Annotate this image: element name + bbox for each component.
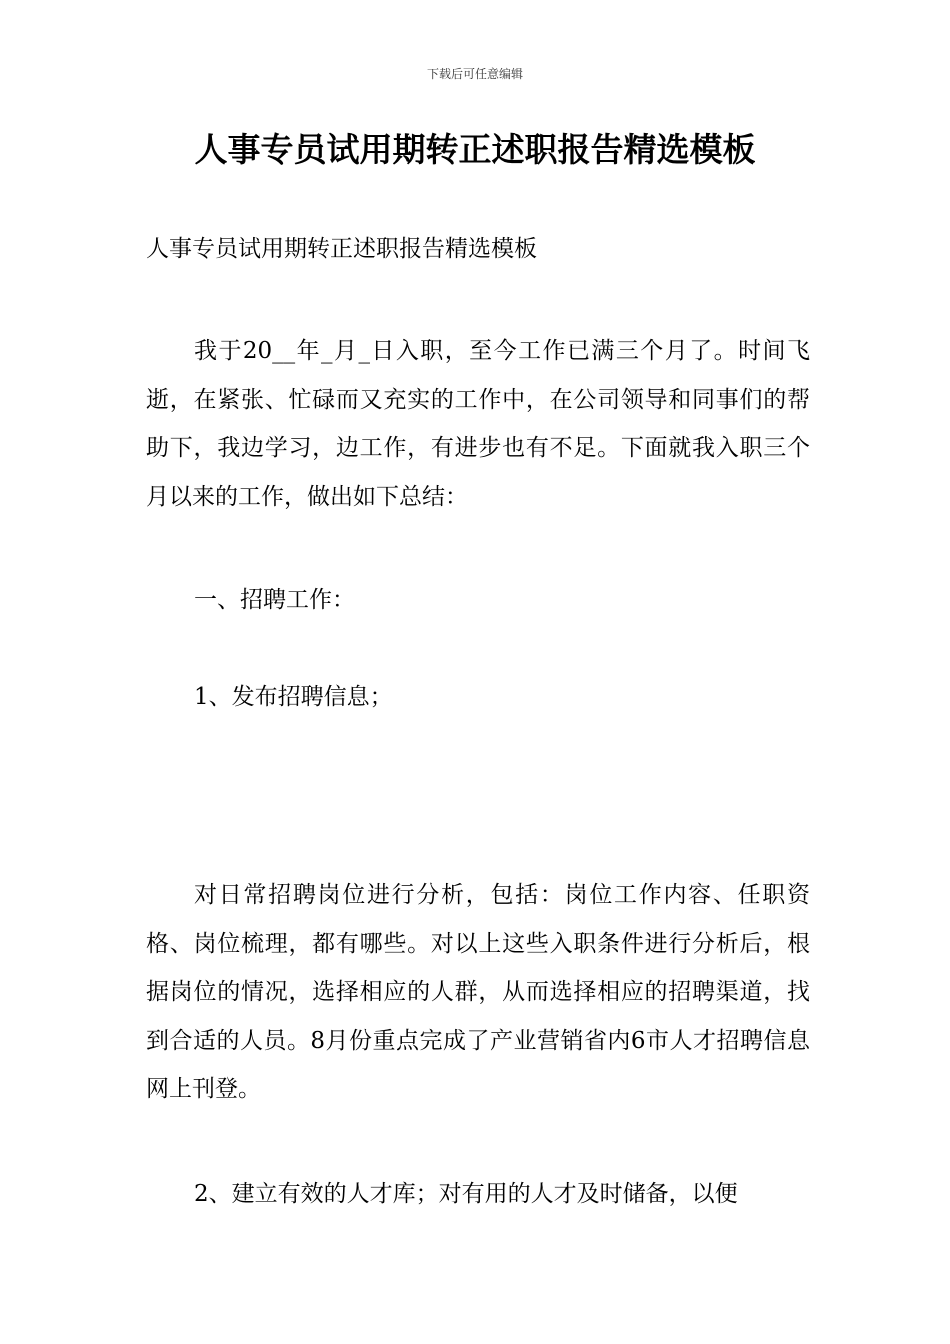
analysis-paragraph: 对日常招聘岗位进行分析，包括：岗位工作内容、任职资格、岗位梳理，都有哪些。对以上这些入职条件进行分析后，根据岗位的情况，选择相应的人群，从而选择相应的招聘渠道，找到合适的人员。8月份重点完成了产业营销省内6市人才招聘信息网上刊登。 [146,882,810,1102]
header-note: 下载后可任意编辑 [426,67,523,81]
list-item-talent-pool: 2、建立有效的人才库；对有用的人才及时储备，以便 [194,1181,738,1207]
intro-paragraph: 我于20__年_月_日入职，至今工作已满三个月了。时间飞逝，在紧张、忙碌而又充实的工作中，在公司领导和同事们的帮助下，我边学习，边工作，有进步也有不足。下面就我入职三个月以来的工作，做出如下总结： [146,338,810,510]
list-item-publish-info: 1、发布招聘信息； [194,684,393,710]
document-title: 人事专员试用期转正述职报告精选模板 [194,130,756,169]
document-subtitle: 人事专员试用期转正述职报告精选模板 [146,236,537,262]
section-heading-recruitment: 一、招聘工作： [194,587,355,613]
